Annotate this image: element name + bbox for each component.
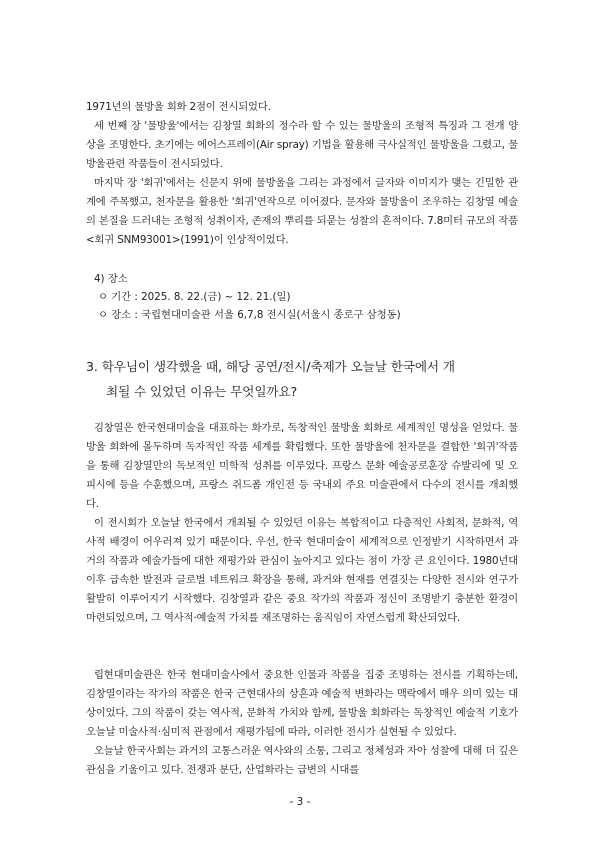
page-number: - 3 - xyxy=(289,796,311,808)
venue-heading: 4) 장소 xyxy=(94,273,128,285)
venue-place: ㅇ 장소 : 국립현대미술관 서울 6,7,8 전시실(서울시 종로구 삼청동) xyxy=(98,309,401,321)
question-line-1: 3. 학우님이 생각했을 때, 해당 공연/전시/축제가 오늘날 한국에서 개 xyxy=(86,359,455,374)
paragraph-chapter-waterdrop: 세 번째 장 '물방울'에서는 김창열 회화의 정수라 할 수 있는 물방울의 조형적 특징과 그 전개 양상을 조명한다. 초기에는 에어스프레이(Air spray) 기법을 활용해 극사실적인 물방울을 그렸고, 물방울관련 작품들이 전시되었다. xyxy=(86,120,518,170)
question-line-2: 최될 수 있었던 이유는 무엇일까요? xyxy=(106,384,298,399)
answer-paragraph-3: 립현대미술관은 한국 현대미술사에서 중요한 인물과 작품을 집중 조명하는 전시를 기획하는데, 김창열이라는 작가의 작품은 한국 근현대사의 상흔과 예술적 변화라는 맥락에서 매우 의미 있는 대상이었다. 그의 작품이 갖는 역사적, 문화적 가치와 함께, 물방울 회화라는 독창적인 예술적 기호가 오늘날 미술사적·심미적 관점에서 재평가됨에 따라, 이러한 전시가 실현될 수 있었다. xyxy=(86,669,518,738)
venue-section xyxy=(86,270,518,324)
paragraph-continuation: 1971년의 물방울 회화 2점이 전시되었다. xyxy=(86,101,271,113)
venue-period: ㅇ 기간 : 2025. 8. 22.(금) ~ 12. 21.(일) xyxy=(98,291,291,303)
answer-paragraph-4: 오늘날 한국사회는 과거의 고통스러운 역사와의 소통, 그리고 정체성과 자아 성찰에 대해 더 깊은 관심을 기울이고 있다. 전쟁과 분단, 산업화라는 급변의 시대를 xyxy=(86,745,518,776)
answer-paragraph-2: 이 전시회가 오늘날 한국에서 개최될 수 있었던 이유는 복합적이고 다층적인 사회적, 문화적, 역사적 배경이 어우러져 있기 때문이다. 우선, 한국 현대미술이 세계적으로 인정받기 시작하면서 과거의 작품과 예술가들에 대한 재평가와 관심이 높아지고 있다는 점이 가장 큰 요인이다. 1980년대 이후 급속한 발전과 글로벌 네트워크 확장을 통해, 과거와 현재를 연결짓는 다양한 전시와 연구가 활발히 이루어지기 시작했다. 김창열과 같은 중요 작가의 작품과 정신이 조명받기 충분한 환경이 마련되었으며, 그 역사적·예술적 가치를 재조명하는 움직임이 자연스럽게 확산되었다. xyxy=(86,517,518,624)
answer-paragraph-1: 김창열은 한국현대미술을 대표하는 화가로, 독창적인 물방울 회화로 세계적인 명성을 얻었다. 물방울 회화에 몰두하며 독자적인 작품 세계를 확립했다. 또한 물방울에 천자문을 결합한 '회귀'작품을 통해 김창열만의 독보적인 미학적 성취를 이루었다. 프랑스 문화 예술공로훈장 슈발리에 및 오피시에 등을 수훈했으며, 프랑스 쥐드폼 개인전 등 국내외 주요 미술관에서 다수의 전시를 개최했다. xyxy=(86,422,518,510)
paragraph-chapter-recurrence: 마지막 장 '회귀'에서는 신문지 위에 물방울을 그리는 과정에서 글자와 이미지가 맺는 긴밀한 관계에 주목했고, 천자문을 활용한 '회귀'연작으로 이어졌다. 문자와 물방울이 조우하는 김창열 예술의 본질을 드러내는 조형적 성취이자, 존재의 뿌리를 되묻는 성찰의 흔적이다. 7.8미터 규모의 작품 <회귀 SNM93001>(1991)이 인상적이었다. xyxy=(86,177,518,246)
question-heading xyxy=(86,354,518,404)
